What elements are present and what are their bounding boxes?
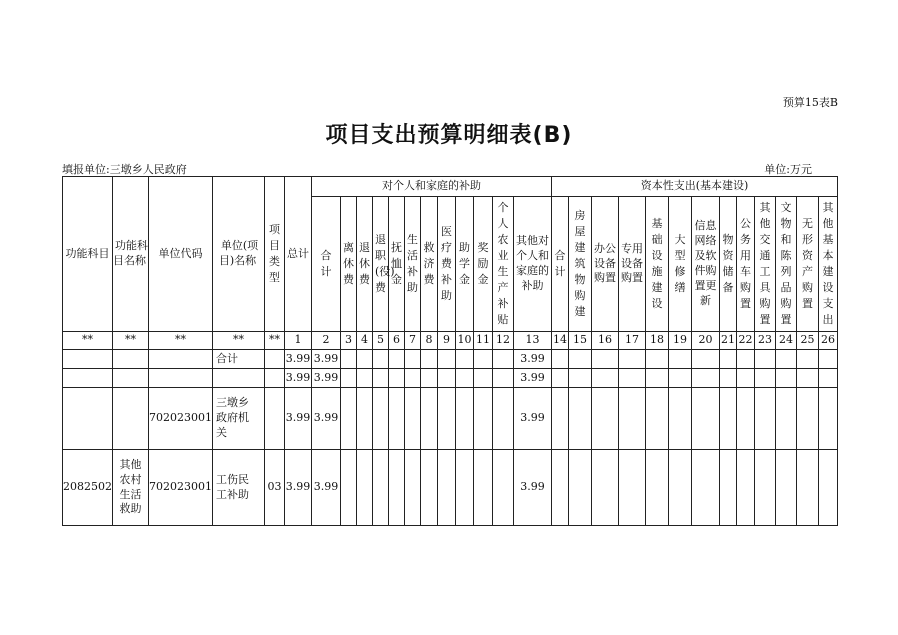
col-p5: 生活补助 xyxy=(405,197,421,332)
col-c1: 房屋建筑物购建 xyxy=(569,197,592,332)
page-title: 项目支出预算明细表(B) xyxy=(325,123,573,148)
index-cell: 2 xyxy=(312,332,341,350)
index-cell: 4 xyxy=(357,332,373,350)
filling-unit: 填报单位:三墩乡人民政府 xyxy=(62,163,187,176)
cell-unit-name: 合计 xyxy=(213,350,265,369)
col-p6: 救济费 xyxy=(421,197,438,332)
index-cell: 23 xyxy=(755,332,776,350)
index-cell: 8 xyxy=(421,332,438,350)
col-c3: 专用设备购置 xyxy=(619,197,646,332)
cell-unit-code: 702023001 xyxy=(149,388,213,450)
index-cell: 20 xyxy=(692,332,720,350)
col-c12: 其他基本建设支出 xyxy=(819,197,838,332)
col-p10: 个人农业生产补贴 xyxy=(493,197,514,332)
cell-item-type xyxy=(265,388,285,450)
col-unit-code: 单位代码 xyxy=(149,177,213,332)
cell-unit-code: 702023001 xyxy=(149,450,213,526)
index-cell: 18 xyxy=(646,332,669,350)
col-p4: 抚恤金 xyxy=(389,197,405,332)
table-row xyxy=(63,450,838,526)
group-personal: 对个人和家庭的补助 xyxy=(312,177,552,197)
index-cell: 15 xyxy=(569,332,592,350)
col-p11: 其他对个人和家庭的补助 xyxy=(514,197,552,332)
col-p1: 离休费 xyxy=(341,197,357,332)
col-item-type: 项目类型 xyxy=(265,177,285,332)
index-cell: 7 xyxy=(405,332,421,350)
cell-item-type xyxy=(265,369,285,388)
col-c11: 无形资产购置 xyxy=(797,197,819,332)
index-cell: 11 xyxy=(474,332,493,350)
col-c5: 大型修缮 xyxy=(669,197,692,332)
cell-total: 3.99 xyxy=(285,369,312,388)
col-func-code: 功能科目 xyxy=(63,177,113,332)
cell-p-sum: 3.99 xyxy=(312,369,341,388)
table-row xyxy=(63,388,838,450)
amount-unit: 单位:万元 xyxy=(764,163,812,176)
cell-func-code xyxy=(63,350,113,369)
index-cell: 17 xyxy=(619,332,646,350)
cell-unit-code xyxy=(149,350,213,369)
index-cell: 19 xyxy=(669,332,692,350)
table-row xyxy=(63,369,838,388)
cell-func-name xyxy=(113,369,149,388)
table-row xyxy=(63,350,838,369)
col-func-name: 功能科目名称 xyxy=(113,177,149,332)
cell-func-name xyxy=(113,388,149,450)
group-capital: 资本性支出(基本建设) xyxy=(552,177,838,197)
col-p2: 退休费 xyxy=(357,197,373,332)
index-cell: 24 xyxy=(776,332,797,350)
cell-unit-name: 三墩乡政府机关 xyxy=(213,388,265,450)
col-c9: 其他交通工具购置 xyxy=(755,197,776,332)
index-cell: 26 xyxy=(819,332,838,350)
cell-p-sum: 3.99 xyxy=(312,388,341,450)
cell-unit-name xyxy=(213,369,265,388)
col-c10: 文物和陈列品购置 xyxy=(776,197,797,332)
index-cell: ** xyxy=(113,332,149,350)
index-cell: 22 xyxy=(737,332,755,350)
cell-unit-code xyxy=(149,369,213,388)
cell-item-type: 03 xyxy=(265,450,285,526)
col-c4: 基础设施建设 xyxy=(646,197,669,332)
cell-func-code xyxy=(63,369,113,388)
cell-p11: 3.99 xyxy=(514,388,552,450)
index-cell: 25 xyxy=(797,332,819,350)
index-cell: ** xyxy=(265,332,285,350)
group-header-row xyxy=(63,177,838,197)
col-p-sum: 合计 xyxy=(312,197,341,332)
form-code: 预算15表B xyxy=(782,96,838,109)
col-p8: 助学金 xyxy=(456,197,474,332)
col-p3: 退职(役)费 xyxy=(373,197,389,332)
col-p7: 医疗费补助 xyxy=(438,197,456,332)
col-total: 总计 xyxy=(285,177,312,332)
cell-func-code xyxy=(63,388,113,450)
cell-total: 3.99 xyxy=(285,450,312,526)
col-p9: 奖励金 xyxy=(474,197,493,332)
cell-func-name: 其他农村生活救助 xyxy=(113,450,149,526)
index-cell: 16 xyxy=(592,332,619,350)
col-c7: 物资储备 xyxy=(720,197,737,332)
index-cell: 6 xyxy=(389,332,405,350)
col-c-sum: 合计 xyxy=(552,197,569,332)
index-cell: 12 xyxy=(493,332,514,350)
cell-p11: 3.99 xyxy=(514,369,552,388)
budget-table xyxy=(62,176,838,526)
cell-p-sum: 3.99 xyxy=(312,350,341,369)
index-cell: 21 xyxy=(720,332,737,350)
index-cell: 13 xyxy=(514,332,552,350)
cell-unit-name: 工伤民工补助 xyxy=(213,450,265,526)
cell-func-code: 2082502 xyxy=(63,450,113,526)
col-c2: 办公设备购置 xyxy=(592,197,619,332)
cell-func-name xyxy=(113,350,149,369)
col-c6: 信息网络及软件购置更新 xyxy=(692,197,720,332)
index-cell: 14 xyxy=(552,332,569,350)
col-c8: 公务用车购置 xyxy=(737,197,755,332)
cell-item-type xyxy=(265,350,285,369)
index-cell: ** xyxy=(63,332,113,350)
cell-p11: 3.99 xyxy=(514,350,552,369)
index-cell: 1 xyxy=(285,332,312,350)
index-cell: 5 xyxy=(373,332,389,350)
cell-p-sum: 3.99 xyxy=(312,450,341,526)
cell-p11: 3.99 xyxy=(514,450,552,526)
index-cell: ** xyxy=(149,332,213,350)
index-cell: 3 xyxy=(341,332,357,350)
col-unit-name: 单位(项目)名称 xyxy=(213,177,265,332)
cell-total: 3.99 xyxy=(285,388,312,450)
index-cell: 10 xyxy=(456,332,474,350)
index-cell: ** xyxy=(213,332,265,350)
index-row xyxy=(63,332,838,350)
index-cell: 9 xyxy=(438,332,456,350)
cell-total: 3.99 xyxy=(285,350,312,369)
